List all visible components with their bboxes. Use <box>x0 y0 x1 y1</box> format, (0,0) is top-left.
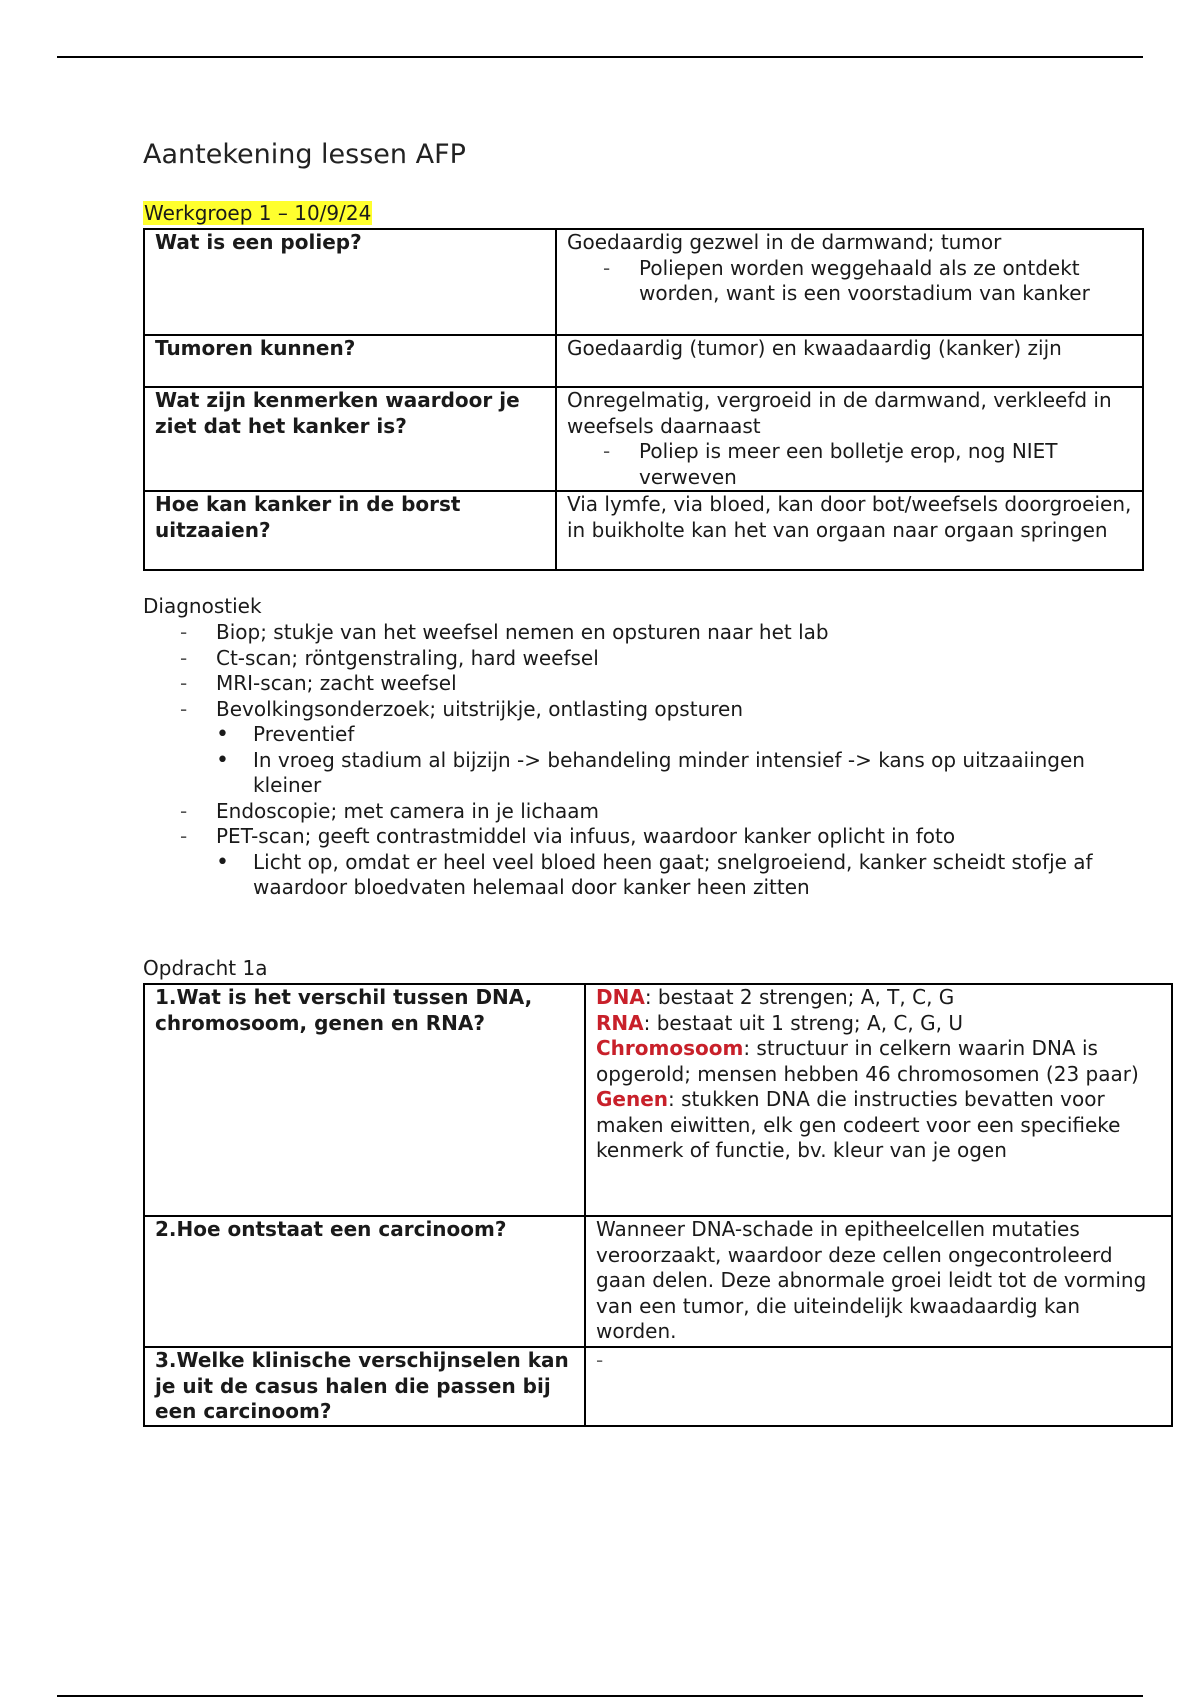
definition-rna <box>596 1011 1161 1037</box>
definition-genen <box>596 1087 1161 1164</box>
definition-dna <box>596 985 1161 1011</box>
answer-text: Via lymfe, via bloed, kan door bot/weefsels doorgroeien, in buikholte kan het van orgaan naar orgaan springen <box>567 492 1132 542</box>
page-title: Aantekening lessen AFP <box>143 139 466 170</box>
footer-rule <box>57 1695 1143 1697</box>
diagnostiek-list <box>143 620 1103 901</box>
answer-text: Goedaardig (tumor) en kwaadaardig (kanker) zijn <box>567 336 1062 360</box>
table-row <box>144 1216 1172 1347</box>
answer-cell <box>556 335 1143 387</box>
answer-text: Goedaardig gezwel in de darmwand; tumor <box>567 230 1002 254</box>
question-cell: Wat is een poliep? <box>144 229 556 335</box>
opdracht-heading: Opdracht 1a <box>143 956 268 980</box>
question-cell: Wat zijn kenmerken waardoor je ziet dat het kanker is? <box>144 387 556 491</box>
question-cell: 1.Wat is het verschil tussen DNA, chromosoom, genen en RNA? <box>144 984 585 1216</box>
answer-cell <box>556 229 1143 335</box>
list-item: - MRI-scan; zacht weefsel <box>143 671 1103 697</box>
term-text: : structuur in celkern waarin DNA is opgerold; mensen hebben 46 chromosomen (23 paar) <box>596 1036 1139 1086</box>
werkgroep-heading: Werkgroep 1 – 10/9/24 <box>144 201 372 225</box>
answer-text: Onregelmatig, vergroeid in de darmwand, verkleefd in weefsels daarnaast <box>567 388 1112 438</box>
term-text: : bestaat 2 strengen; A, T, C, G <box>644 985 955 1009</box>
list-item: - Ct-scan; röntgenstraling, hard weefsel <box>143 646 1103 672</box>
term-label: DNA <box>596 985 645 1009</box>
opdracht-table <box>143 983 1173 1427</box>
table-row <box>144 229 1143 335</box>
answer-cell <box>556 387 1143 491</box>
table-row <box>144 984 1172 1216</box>
question-cell: 2.Hoe ontstaat een carcinoom? <box>144 1216 585 1347</box>
question-cell: Tumoren kunnen? <box>144 335 556 387</box>
answer-subpoint: - Poliep is meer een bolletje erop, nog NIET verweven <box>639 439 1132 490</box>
question-cell: Hoe kan kanker in de borst uitzaaien? <box>144 491 556 570</box>
term-label: Chromosoom <box>596 1036 744 1060</box>
term-label: Genen <box>596 1087 669 1111</box>
list-item: - Biop; stukje van het weefsel nemen en opsturen naar het lab <box>143 620 1103 646</box>
answer-subpoint: - Poliepen worden weggehaald als ze ontdekt worden, want is een voorstadium van kanker <box>639 256 1132 307</box>
table-row <box>144 387 1143 491</box>
diagnostiek-heading: Diagnostiek <box>143 594 262 618</box>
term-text: : stukken DNA die instructies bevatten voor maken eiwitten, elk gen codeert voor een specifieke kenmerk of functie, bv. kleur van je ogen <box>596 1087 1121 1162</box>
question-cell: 3.Welke klinische verschijnselen kan je uit de casus halen die passen bij een carcinoom? <box>144 1347 585 1426</box>
table-row <box>144 491 1143 570</box>
list-item <box>143 824 1103 901</box>
answer-cell: - <box>585 1347 1172 1426</box>
answer-cell: Wanneer DNA-schade in epitheelcellen mutaties veroorzaakt, waardoor deze cellen ongecontroleerd gaan delen. Deze abnormale groei leidt tot de vorming van een tumor, die uiteindelijk kwaadaardig kan worden. <box>585 1216 1172 1347</box>
definition-chromosoom <box>596 1036 1161 1087</box>
table-row <box>144 1347 1172 1426</box>
list-item: - Endoscopie; met camera in je lichaam <box>143 799 1103 825</box>
list-item <box>143 697 1103 799</box>
table-row <box>144 335 1143 387</box>
list-item-text: Bevolkingsonderzoek; uitstrijkje, ontlasting opsturen <box>216 696 744 721</box>
term-label: RNA <box>596 1010 644 1035</box>
answer-cell <box>585 984 1172 1216</box>
list-item-text: PET-scan; geeft contrastmiddel via infuus, waardoor kanker oplicht in foto <box>216 824 956 848</box>
header-rule <box>57 56 1143 58</box>
term-text: : bestaat uit 1 streng; A, C, G, U <box>643 1010 963 1035</box>
answer-cell <box>556 491 1143 570</box>
bullet-item: • In vroeg stadium al bijzijn -> behandeling minder intensief -> kans op uitzaaiingen kleiner <box>216 748 1103 799</box>
bullet-item: • Preventief <box>216 722 1103 748</box>
bullet-item: • Licht op, omdat er heel veel bloed heen gaat; snelgroeiend, kanker scheidt stofje af waardoor bloedvaten helemaal door kanker heen zitten <box>216 850 1103 901</box>
werkgroep-table <box>143 228 1144 571</box>
